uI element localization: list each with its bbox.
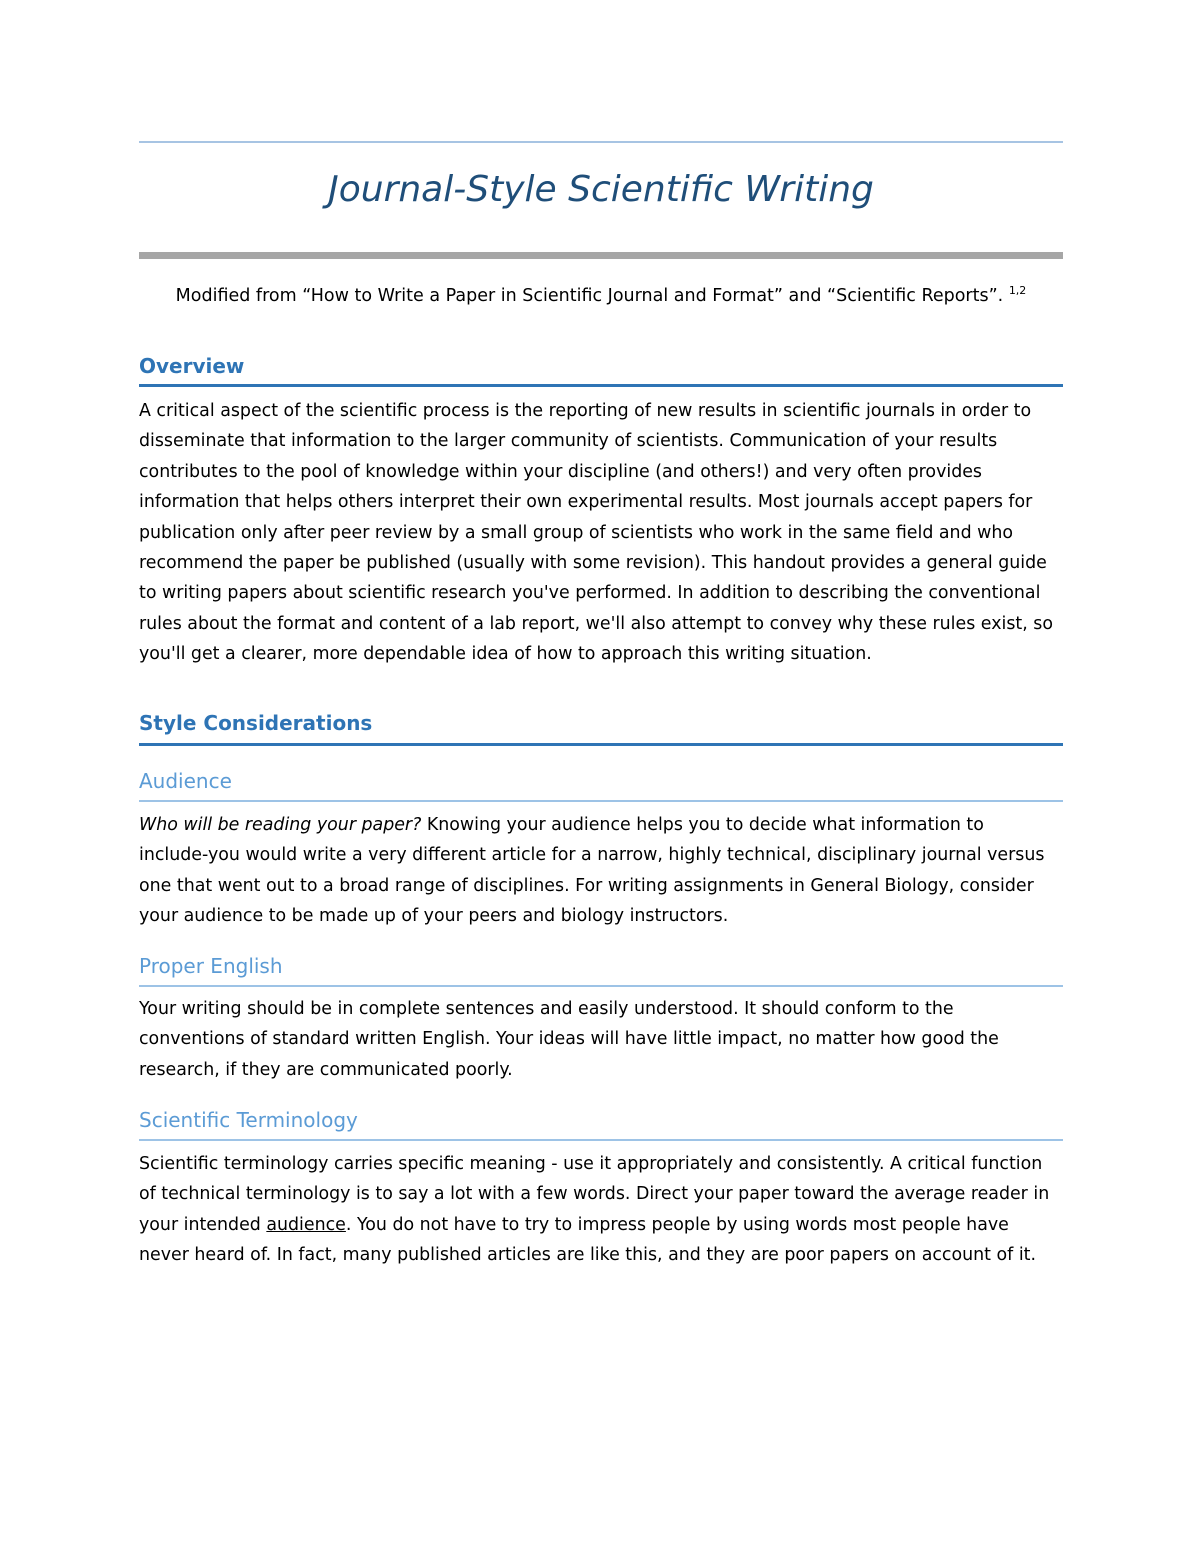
audience-heading-rule	[139, 800, 1063, 802]
scientific-terminology-heading: Scientific Terminology	[139, 1108, 358, 1132]
overview-line: recommend the paper be published (usually with some revision). This handout provides a general guide	[139, 553, 1047, 574]
proper-english-line: research, if they are communicated poorly.	[139, 1059, 513, 1080]
terminology-line3-post: . You do not have to try to impress people by using words most people have	[345, 1214, 1009, 1235]
audience-heading: Audience	[139, 769, 232, 793]
proper-english-heading: Proper English	[139, 954, 283, 978]
proper-english-line: Your writing should be in complete sentences and easily understood. It should conform to the	[139, 999, 954, 1019]
document-title: Journal-Style Scientific Writing	[328, 169, 874, 210]
overview-line: A critical aspect of the scientific process is the reporting of new results in scientific journals in order to	[139, 401, 1032, 421]
overview-paragraph	[139, 396, 1063, 670]
overview-line: contributes to the pool of knowledge within your discipline (and others!) and very often provides	[139, 461, 982, 482]
proper-english-heading-rule	[139, 985, 1063, 987]
scientific-terminology-paragraph	[139, 1149, 1063, 1271]
audience-line: your audience to be made up of your peers and biology instructors.	[139, 906, 729, 927]
proper-english-line: conventions of standard written English. Your ideas will have little impact, no matter how good the	[139, 1029, 999, 1050]
style-considerations-heading: Style Considerations	[139, 711, 373, 735]
title-top-rule	[139, 141, 1063, 143]
overview-line: disseminate that information to the larger community of scientists. Communication of your results	[139, 431, 998, 452]
style-considerations-heading-rule	[139, 743, 1063, 746]
subtitle-references: 1,2	[1008, 284, 1027, 297]
overview-heading-rule	[139, 384, 1063, 387]
overview-line: you'll get a clearer, more dependable idea of how to approach this writing situation.	[139, 644, 872, 665]
audience-line	[139, 810, 1063, 840]
audience-line: one that went out to a broad range of disciplines. For writing assignments in General Biology, consider	[139, 875, 1034, 896]
overview-line: publication only after peer review by a small group of scientists who work in the same field and who	[139, 522, 1014, 543]
overview-line: rules about the format and content of a lab report, we'll also attempt to convey why these rules exist, so	[139, 613, 1053, 634]
terminology-line: never heard of. In fact, many published articles are like this, and they are poor papers on account of it.	[139, 1245, 1036, 1266]
overview-line: to writing papers about scientific research you've performed. In addition to describing the conventional	[139, 583, 1041, 604]
terminology-line3-pre: your intended	[139, 1214, 267, 1235]
scientific-terminology-heading-rule	[139, 1139, 1063, 1141]
document-subtitle	[139, 282, 1063, 310]
subtitle-text: Modified from “How to Write a Paper in Scientific Journal and Format” and “Scientific Reports”.	[175, 286, 1004, 306]
terminology-line: of technical terminology is to say a lot with a few words. Direct your paper toward the average reader in	[139, 1184, 1050, 1205]
title-bottom-rule	[139, 252, 1063, 259]
audience-question: Who will be reading your paper?	[139, 815, 422, 835]
proper-english-paragraph	[139, 994, 1063, 1085]
audience-line: include-you would write a very different article for a narrow, highly technical, disciplinary journal versus	[139, 845, 1045, 866]
audience-link[interactable]: audience	[266, 1214, 346, 1235]
overview-line: information that helps others interpret their own experimental results. Most journals accept papers for	[139, 492, 1033, 513]
overview-heading: Overview	[139, 354, 245, 378]
audience-paragraph	[139, 810, 1063, 932]
terminology-line: Scientific terminology carries specific meaning - use it appropriately and consistently. A critical function	[139, 1154, 1043, 1174]
terminology-line	[139, 1210, 1063, 1240]
audience-line-rest: Knowing your audience helps you to decide what information to	[421, 815, 984, 835]
